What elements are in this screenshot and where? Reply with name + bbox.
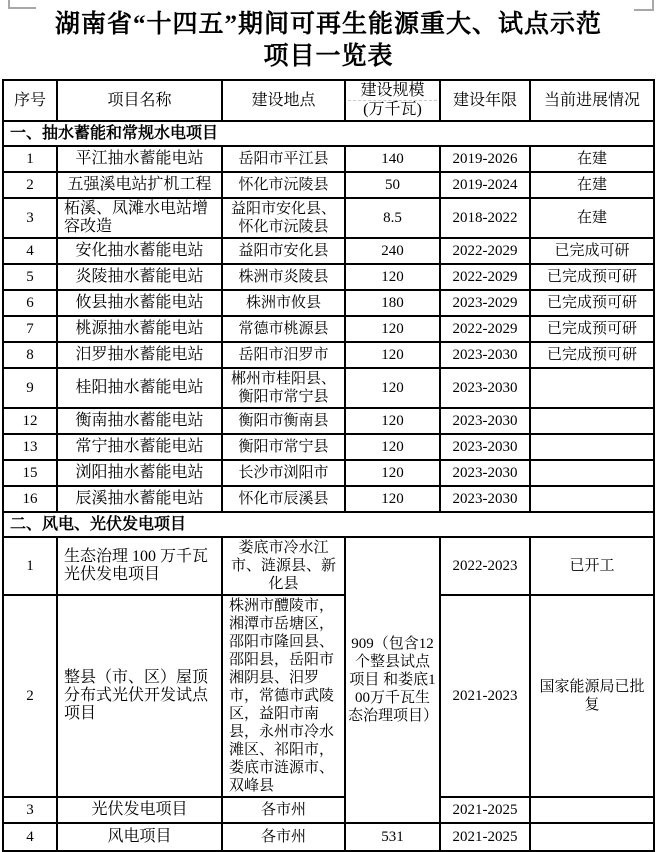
header-years: 建设年限	[440, 80, 530, 121]
cell-location: 常德市桃源县	[222, 316, 345, 342]
cell-status: 已完成预可研	[530, 264, 654, 290]
page-title	[0, 0, 657, 73]
header-status: 当前进展情况	[530, 80, 654, 121]
table-row	[3, 408, 654, 434]
cell-years: 2019-2026	[440, 146, 530, 172]
cell-project-name: 浏阳抽水蓄能电站	[57, 460, 222, 486]
cell-no: 1	[3, 146, 57, 172]
cell-years: 2018-2022	[440, 198, 530, 238]
table-header-row	[3, 80, 654, 121]
cell-project-name: 汨罗抽水蓄能电站	[57, 342, 222, 368]
table-row	[3, 198, 654, 238]
table-row	[3, 146, 654, 172]
cell-project-name: 常宁抽水蓄能电站	[57, 434, 222, 460]
cell-years: 2023-2030	[440, 408, 530, 434]
cell-project-name: 桃源抽水蓄能电站	[57, 316, 222, 342]
cell-scale: 531	[345, 823, 440, 851]
cell-years: 2022-2029	[440, 238, 530, 264]
cell-years: 2022-2029	[440, 316, 530, 342]
cell-scale: 120	[345, 460, 440, 486]
cell-status	[530, 823, 654, 851]
cell-project-name: 衡南抽水蓄能电站	[57, 408, 222, 434]
projects-table	[2, 79, 655, 852]
cell-no: 4	[3, 238, 57, 264]
cell-no: 3	[3, 797, 57, 823]
cell-location: 岳阳市汨罗市	[222, 342, 345, 368]
cell-location: 各市州	[222, 797, 345, 823]
cell-project-name: 炎陵抽水蓄能电站	[57, 264, 222, 290]
cell-years: 2021-2025	[440, 823, 530, 851]
cell-years: 2019-2024	[440, 172, 530, 198]
cell-status: 已完成预可研	[530, 290, 654, 316]
cell-no: 1	[3, 537, 57, 595]
cell-years: 2022-2029	[440, 264, 530, 290]
cell-status	[530, 486, 654, 512]
cell-project-name: 辰溪抽水蓄能电站	[57, 486, 222, 512]
table-row	[3, 238, 654, 264]
table-row	[3, 172, 654, 198]
cell-location: 怀化市沅陵县	[222, 172, 345, 198]
cell-status: 已完成预可研	[530, 316, 654, 342]
cell-no: 8	[3, 342, 57, 368]
cell-status: 在建	[530, 146, 654, 172]
cell-location: 株洲市攸县	[222, 290, 345, 316]
cell-no: 16	[3, 486, 57, 512]
table-row	[3, 797, 654, 823]
header-scale	[345, 80, 440, 121]
table-row	[3, 823, 654, 851]
table-row	[3, 342, 654, 368]
cell-no: 2	[3, 595, 57, 797]
cell-project-name: 生态治理 100 万千瓦光伏发电项目	[57, 537, 222, 595]
cell-project-name: 风电项目	[57, 823, 222, 851]
cell-location: 各市州	[222, 823, 345, 851]
scan-artifact-top-right	[634, 0, 654, 11]
cell-location: 郴州市桂阳县、衡阳市常宁县	[222, 368, 345, 408]
table-row	[3, 316, 654, 342]
cell-status: 国家能源局已批复	[530, 595, 654, 797]
header-no: 序号	[3, 80, 57, 121]
cell-no: 2	[3, 172, 57, 198]
header-location: 建设地点	[222, 80, 345, 121]
cell-no: 6	[3, 290, 57, 316]
cell-scale: 120	[345, 264, 440, 290]
cell-years: 2021-2023	[440, 595, 530, 797]
cell-years: 2022-2023	[440, 537, 530, 595]
section2-title: 二、风电、光伏发电项目	[3, 512, 654, 537]
cell-location: 株洲市炎陵县	[222, 264, 345, 290]
cell-status: 在建	[530, 172, 654, 198]
page-title-line2: 项目一览表	[263, 43, 394, 70]
cell-scale: 120	[345, 408, 440, 434]
cell-project-name: 攸县抽水蓄能电站	[57, 290, 222, 316]
cell-location: 怀化市辰溪县	[222, 486, 345, 512]
cell-scale: 240	[345, 238, 440, 264]
cell-years: 2021-2025	[440, 797, 530, 823]
cell-years: 2023-2030	[440, 486, 530, 512]
cell-no: 15	[3, 460, 57, 486]
cell-no: 4	[3, 823, 57, 851]
cell-no: 7	[3, 316, 57, 342]
cell-project-name: 五强溪电站扩机工程	[57, 172, 222, 198]
cell-location: 衡阳市常宁县	[222, 434, 345, 460]
cell-location: 益阳市安化县、怀化市沅陵县	[222, 198, 345, 238]
cell-location: 株洲市醴陵市，湘潭市岳塘区，邵阳市隆回县、邵阳县，岳阳市湘阴县、汨罗市，常德市武陵区，益阳市南县，永州市冷水滩区、祁阳市，娄底市涟源市、双峰县	[222, 595, 345, 797]
table-row	[3, 368, 654, 408]
cell-status	[530, 408, 654, 434]
cell-status	[530, 797, 654, 823]
cell-scale-merged: 909（包含12个整县试点项目 和娄底100万千瓦生态治理项目）	[345, 537, 440, 823]
cell-location: 娄底市冷水江市、涟源县、新化县	[222, 537, 345, 595]
cell-years: 2023-2029	[440, 290, 530, 316]
cell-scale: 120	[345, 368, 440, 408]
cell-status	[530, 434, 654, 460]
table-row	[3, 486, 654, 512]
cell-no: 5	[3, 264, 57, 290]
cell-no: 3	[3, 198, 57, 238]
cell-no: 12	[3, 408, 57, 434]
section1-header-row	[3, 121, 654, 146]
cell-years: 2023-2030	[440, 434, 530, 460]
cell-project-name: 整县（市、区）屋顶分布式光伏开发试点项目	[57, 595, 222, 797]
table-row	[3, 290, 654, 316]
cell-no: 13	[3, 434, 57, 460]
cell-status	[530, 368, 654, 408]
cell-project-name: 光伏发电项目	[57, 797, 222, 823]
cell-location: 长沙市浏阳市	[222, 460, 345, 486]
table-row	[3, 595, 654, 797]
cell-project-name: 桂阳抽水蓄能电站	[57, 368, 222, 408]
header-scale-line2: (万千瓦)	[348, 100, 437, 119]
table-row	[3, 460, 654, 486]
cell-scale: 140	[345, 146, 440, 172]
scan-artifact-top-left	[8, 0, 36, 9]
table-row	[3, 264, 654, 290]
cell-project-name: 安化抽水蓄能电站	[57, 238, 222, 264]
cell-status	[530, 460, 654, 486]
cell-status: 已完成预可研	[530, 342, 654, 368]
cell-years: 2023-2030	[440, 342, 530, 368]
cell-location: 益阳市安化县	[222, 238, 345, 264]
table-row	[3, 434, 654, 460]
cell-project-name: 柘溪、凤滩水电站增容改造	[57, 198, 222, 238]
section2-header-row	[3, 512, 654, 537]
header-scale-line1: 建设规模	[360, 82, 425, 99]
cell-years: 2023-2030	[440, 368, 530, 408]
cell-scale: 120	[345, 316, 440, 342]
cell-scale: 120	[345, 486, 440, 512]
cell-location: 衡阳市衡南县	[222, 408, 345, 434]
cell-scale: 120	[345, 342, 440, 368]
cell-no: 9	[3, 368, 57, 408]
cell-scale: 50	[345, 172, 440, 198]
cell-status: 在建	[530, 198, 654, 238]
header-project-name: 项目名称	[57, 80, 222, 121]
cell-years: 2023-2030	[440, 460, 530, 486]
cell-project-name: 平江抽水蓄能电站	[57, 146, 222, 172]
cell-scale: 180	[345, 290, 440, 316]
page-title-line1: 湖南省“十四五”期间可再生能源重大、试点示范	[54, 11, 602, 38]
section1-title: 一、抽水蓄能和常规水电项目	[3, 121, 654, 146]
cell-location: 岳阳市平江县	[222, 146, 345, 172]
cell-scale: 8.5	[345, 198, 440, 238]
table-row	[3, 537, 654, 595]
cell-status: 已完成可研	[530, 238, 654, 264]
cell-status: 已开工	[530, 537, 654, 595]
cell-scale: 120	[345, 434, 440, 460]
